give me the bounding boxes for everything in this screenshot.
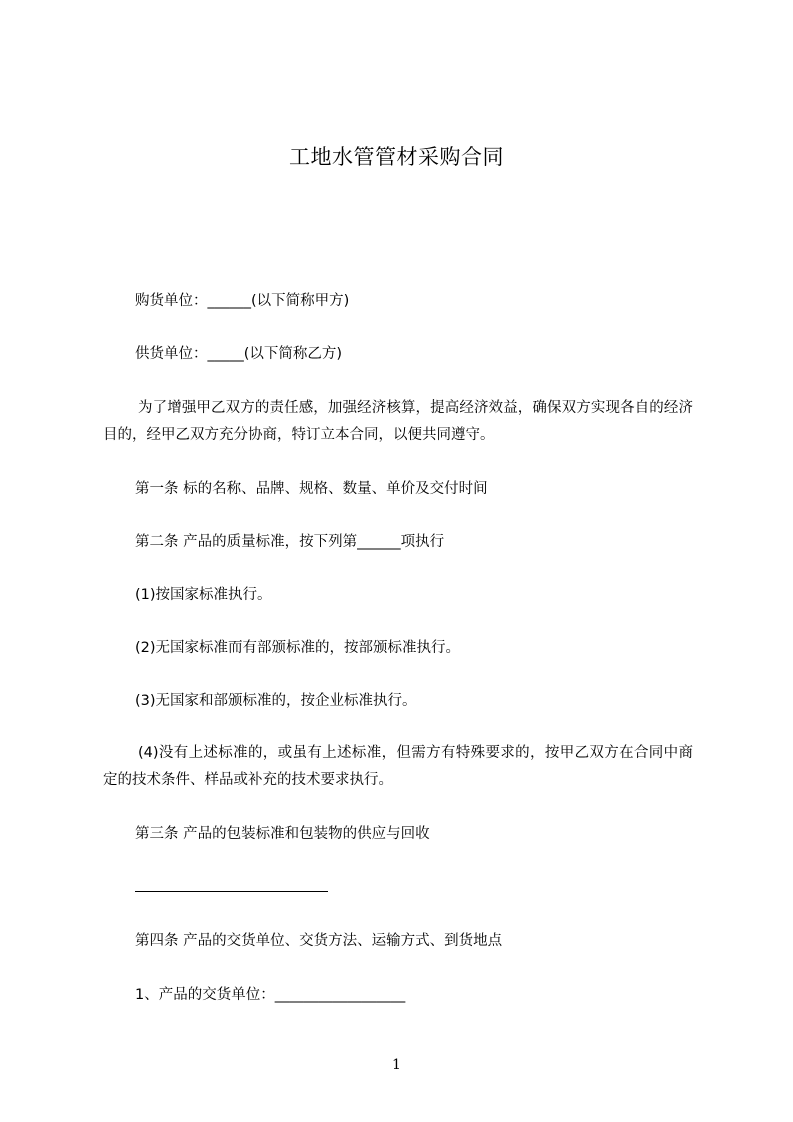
article-2-heading: 第二条 产品的质量标准，按下列第______项执行 <box>135 534 445 550</box>
article-4-heading: 第四条 产品的交货单位、交货方法、运输方式、到货地点 <box>135 933 503 949</box>
purchaser-line: 购货单位：______(以下简称甲方) <box>135 293 350 309</box>
document-title: 工地水管管材采购合同 <box>289 145 504 169</box>
intro-paragraph: 为了增强甲乙双方的责任感，加强经济核算，提高经济效益，确保双方实现各自的经济目的，经甲乙双方充分协商，特订立本合同，以便共同遵守。 <box>103 400 693 443</box>
page-number: 1 <box>392 1057 401 1073</box>
supplier-line: 供货单位：_____(以下简称乙方) <box>135 346 343 362</box>
quality-option-2: (2)无国家标准而有部颁标准的，按部颁标准执行。 <box>135 640 461 656</box>
quality-option-1: (1)按国家标准执行。 <box>135 587 272 603</box>
article-3-heading: 第三条 产品的包装标准和包装物的供应与回收 <box>135 826 430 842</box>
delivery-unit-line: 1、产品的交货单位：__________________ <box>135 987 406 1003</box>
packaging-blank-line <box>135 891 328 892</box>
quality-option-4: (4)没有上述标准的，或虽有上述标准，但需方有特殊要求的，按甲乙双方在合同中商定的技术条件、样品或补充的技术要求执行。 <box>103 745 693 788</box>
article-1-heading: 第一条 标的名称、品牌、规格、数量、单价及交付时间 <box>135 481 488 497</box>
quality-option-3: (3)无国家和部颁标准的，按企业标准执行。 <box>135 693 417 709</box>
